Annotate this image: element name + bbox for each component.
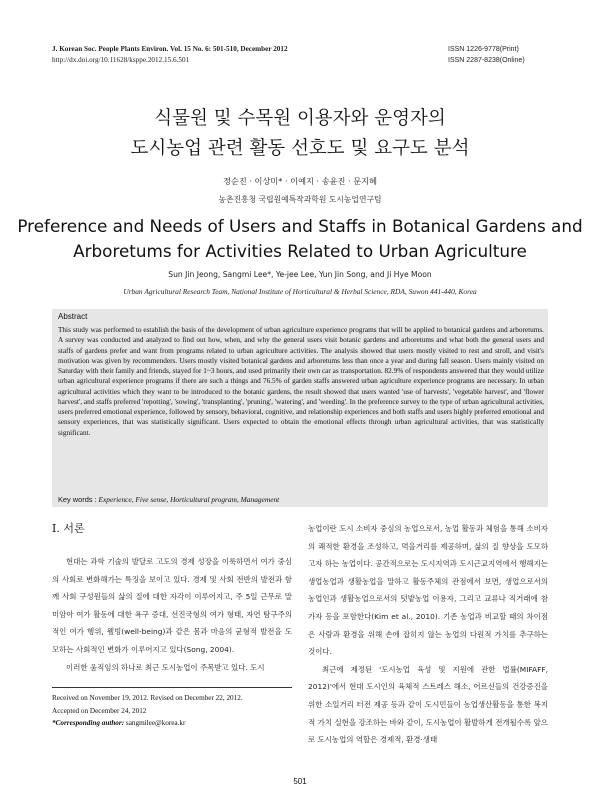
english-authors: Sun Jin Jeong, Sangmi Lee*, Ye-jee Lee, Yun Jin Song, and Ji Hye Moon (168, 270, 432, 279)
journal-header (52, 44, 288, 66)
accepted-date: Accepted on December 24, 2012 (52, 706, 147, 715)
body-paragraph: 이러한 움직임의 하나로 최근 도시농업이 주목받고 있다. 도시 (66, 662, 265, 672)
doi-link[interactable]: http://dx.doi.org/10.11628/ksppe.2012.15.6.501 (52, 56, 190, 64)
korean-affiliation: 농촌진흥청 국립원예특작과학원 도시농업연구팀 (218, 195, 382, 204)
korean-title-line2: 도시농업 관련 활동 선호도 및 요구도 분석 (130, 138, 470, 159)
korean-title-line1: 식물원 및 수목원 이용자와 운영자의 (154, 108, 446, 129)
body-paragraph: 농업이란 도시 소비자 중심의 농업으로서, 농업 활동과 체험을 통해 소비자의 쾌적한 환경을 조성하고, 먹을거리를 제공하며, 삶의 질 향상을 도모하고자 하는 농업이다. 공간적으로는 도시지역과 도시근교지역에서 행해지는 생업농업과 생활농업을 말하고 활동주체의 관점에서 보면, 생업으로서의 농업인과 생활농업으로서의 텃밭농업 이용자, 그리고 교류나 직거래에 참가자 등을 포함한다(Kim et al., 2010). 기존 농업과 비교할 때의 차이점은 사람과 환경을 위해 손에 잡히지 않는 농업의 다원적 가치를 추구하는 것이다. (308, 524, 548, 657)
corresponding-author-label: *Corresponding author: (52, 719, 125, 728)
korean-title (0, 104, 600, 164)
issn-print: ISSN 1226-9778(Print) (448, 46, 519, 53)
page-number: 501 (293, 777, 307, 786)
keywords-label: Key words : (58, 495, 97, 504)
journal-citation: J. Korean Soc. People Plants Environ. Vol. 15 No. 6: 501-510, December 2012 (52, 45, 288, 53)
body-paragraph: 최근에 제정된 '도시농업 육성 및 지원에 관한 법률(MIFAFF, 2012)'에서 현대 도시인의 육체적 스트레스 해소, 어르신들의 건강증진을 위한 소일거리 터전 제공 등과 같이 도시민들이 농업생산활동을 통한 복지적 가치 실현을 강조하는 바와 같이, 도시농업이 활발하게 전개될수록 앞으로 도시농업의 역할은 경제적, 환경·생태 (308, 664, 548, 745)
english-title-line1: Preference and Needs of Users and Staffs in Botanical Gardens and (17, 216, 583, 236)
keywords (58, 495, 279, 504)
keywords-value: Experience, Five sense, Horticultural program, Management (98, 495, 280, 504)
english-title (0, 214, 600, 264)
korean-authors: 정순진 · 이상미* · 이예지 · 송윤진 · 문지혜 (223, 176, 377, 186)
body-paragraph: 현대는 과학 기술의 발달로 고도의 경제 성장을 이룩하면서 여가 중심의 사회로 변화해가는 특징을 보이고 있다. 경제 및 사회 전반의 발전과 함께 사회 구성원들의 삶의 질에 대한 자각이 이루어지고, 주 5일 근무로 말미암아 여가 활동에 대한 욕구 증대, 선진국형의 여가 형태, 자연 탐구주의적인 여가 행위, 웰빙(well-being)과 같은 몸과 마음의 균형적 발전을 도모하는 사회적인 변화가 이루어지고 있다(Song, 2004). (52, 557, 292, 654)
issn-online: ISSN 2287-8238(Online) (448, 57, 525, 64)
english-affiliation: Urban Agricultural Research Team, National Institute of Horticultural & Herbal Science, RDA, Suwon 441-440, Korea (123, 287, 477, 296)
corresponding-author (52, 717, 302, 730)
abstract-text: This study was performed to establish the basis of the development of urban agriculture experience programs that will be applied to botanical gardens and arboretums. A survey was conducted and analyzed to find out how, when, and why the general users visit botanic gardens and arboretums and what both the general users and staffs of gardens prefer and want from programs related to urban agriculture activities. The analysis showed that users mostly visited to rest and stroll, and visit's motivation was given by recommenders. Users mostly visited botanical gardens and arboretums less than once a year and during fall season. Users mainly visited on Saturday with their family and friends, stayed for 1~3 hours, and used primarily their own car as transportation. 82.9% of respondents answered that they would utilize urban agricultural experience programs if there are such a things and 76.5% of garden staffs answered urban agriculture experience programs are necessary. In urban agricultural activities which they want to be introduced to the botanic gardens, the result showed that users wanted 'use of harvests', 'vegetable harvest', and 'flower harvest', and staffs preferred 'repotting', 'sowing', 'transplanting', 'pruning', 'watering', and 'weeding'. In the preference survey to the type of urban agricultural activities, users preferred emotional experience, followed by sensory, behavioral, cognitive, and relationship experiences and both staffs and users highly preferred emotional and sensory experiences, that was statistically significant. Users expected to obtain the emotional effects through urban agricultural activities, that was statistically significant. (58, 326, 544, 437)
section-heading-introduction: Ⅰ. 서론 (52, 522, 85, 535)
corresponding-author-email[interactable]: sangmilee@korea.kr (125, 719, 186, 728)
issn-block (448, 44, 525, 66)
footnote (52, 692, 302, 730)
body-column-right (308, 520, 548, 749)
received-date: Received on November 19, 2012. Revised on December 22, 2012. (52, 694, 243, 702)
abstract-label: Abstract (58, 312, 88, 321)
body-column-left (52, 553, 292, 676)
english-title-line2: Arboretums for Activities Related to Urban Agriculture (73, 241, 527, 261)
footnote-divider (52, 687, 292, 688)
